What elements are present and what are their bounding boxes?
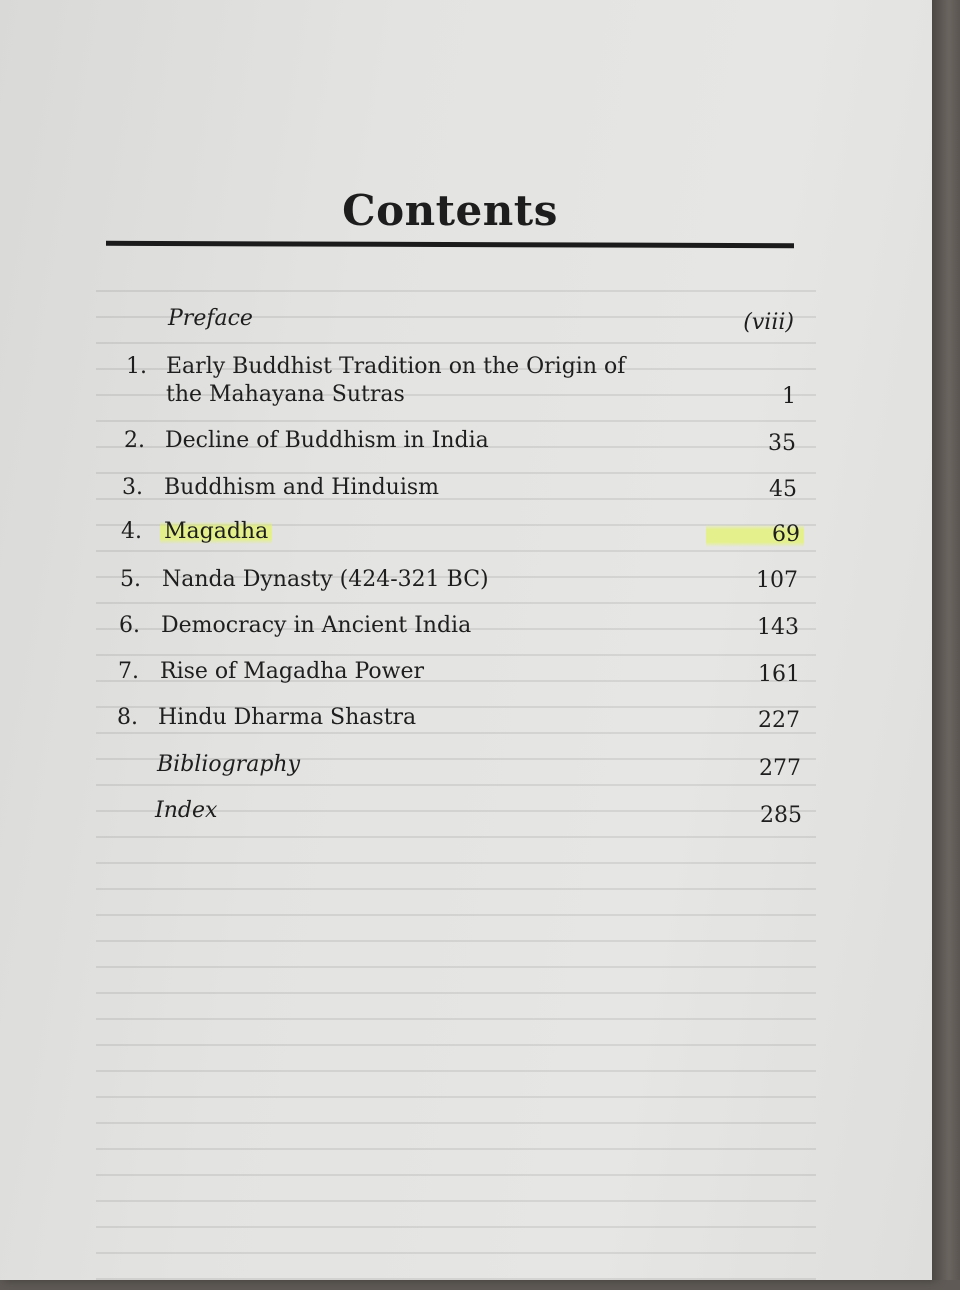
contents-heading: Contents: [342, 186, 558, 235]
toc-entry-page-highlighted: 69: [706, 522, 804, 547]
toc-entry-page: 143: [757, 615, 799, 640]
toc-entry-page: 227: [758, 708, 800, 733]
toc-entry-page: 35: [768, 431, 796, 456]
toc-entry-label: Rise of Magadha Power: [160, 659, 425, 684]
toc-entry-label: Buddhism and Hinduism: [164, 475, 440, 500]
toc-entry-number: 7.: [118, 659, 139, 684]
toc-entry-label-highlighted: Magadha: [160, 519, 272, 544]
toc-entry-label: Bibliography: [157, 752, 300, 777]
toc-entry-label: Preface: [168, 306, 253, 331]
page-edge-shadow: [932, 0, 960, 1280]
toc-entry-page: 1: [782, 384, 796, 409]
toc-entry-page: (viii): [743, 310, 794, 335]
toc-entry-label: Early Buddhist Tradition on the Origin of: [166, 354, 626, 379]
toc-entry-label-line2: the Mahayana Sutras: [166, 382, 405, 407]
toc-entry-page: 161: [758, 662, 800, 687]
toc-entry-page: 45: [769, 477, 797, 502]
toc-entry-label: Decline of Buddhism in India: [165, 428, 489, 453]
toc-entry-number: 6.: [119, 613, 140, 638]
toc-entry-label: Index: [155, 798, 218, 823]
toc-entry-number: 1.: [126, 354, 147, 379]
toc-entry-label: Hindu Dharma Shastra: [158, 705, 417, 730]
toc-entry-page: 107: [756, 568, 798, 593]
toc-entry-label: Democracy in Ancient India: [161, 613, 472, 638]
toc-entry-page: 277: [759, 756, 801, 781]
toc-entry-number: 3.: [122, 475, 143, 500]
toc-entry-number: 2.: [124, 428, 145, 453]
toc-entry-page: 285: [760, 803, 802, 828]
toc-entry-number: 4.: [121, 519, 142, 544]
toc-entry-label: Nanda Dynasty (424-321 BC): [162, 567, 489, 592]
toc-entry-number: 8.: [117, 705, 138, 730]
toc-entry-number: 5.: [120, 567, 141, 592]
